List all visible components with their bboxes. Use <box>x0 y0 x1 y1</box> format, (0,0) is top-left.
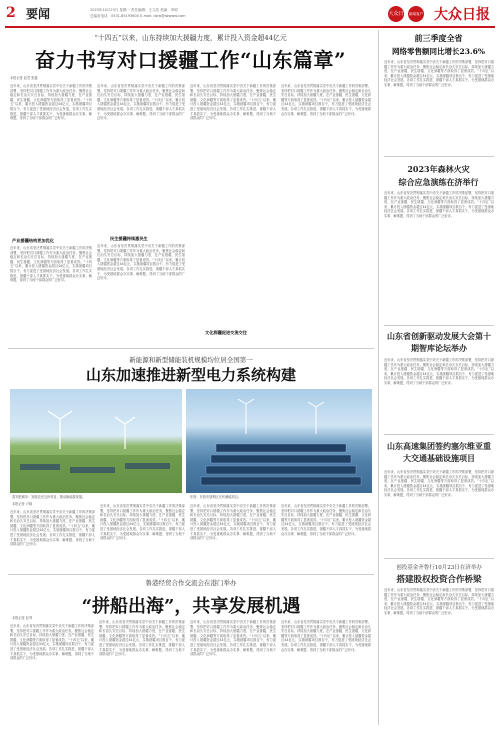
right-bottom-kicker: 创投基金齐鲁行10月23日在济举办 <box>396 565 482 571</box>
right-bottom-headline: 搭建股权投资合作桥梁 <box>396 575 482 585</box>
ships-byline: 本报记者 赵秀 <box>12 616 33 620</box>
date-line: 2023年10月23日 星期一 责任编辑：王文浩 美编：李明 <box>90 8 178 12</box>
contact-line: 总编室电话：0531-85193600 E-mail: dzrb@dzwww.com <box>90 14 186 18</box>
lead-subhead-1: 产业援疆结构更加优化 <box>12 238 54 243</box>
power-kicker: 新能源和新型储能装机规模均位居全国第一 <box>129 356 253 364</box>
ships-col-2: 近年来，山东省坚决贯彻落实党中央关于新疆工作的决策部署，坚持把对口援疆工作作为重大政治任务，聚焦社会稳定和长治久安总目标，持续加大援疆力度，在产业援疆、民生援疆、文化润疆等方面取得了显著成效。“十四五”以来，累计投入援疆资金超过44亿元，实施援疆项目数百个，有力促进了受援地经济社会发展。各项工作扎实推进，援疆干部人才真抓实干，为受援地群众办实事、解难题，得到了当地干部群众的广泛好评。 <box>99 620 185 657</box>
page-number: 2 <box>6 5 16 21</box>
right-rule-2 <box>384 325 494 326</box>
section-name: 要闻 <box>26 7 51 21</box>
lead-byline: 本报记者 赵君 张鑫 <box>10 76 38 80</box>
right-mid2-body: 近年来，山东省坚决贯彻落实党中央关于新疆工作的决策部署，坚持把对口援疆工作作为重大政治任务，聚焦社会稳定和长治久安总目标，持续加大援疆力度，在产业援疆、民生援疆、文化润疆等方面取得了显著成效。“十四五”以来，累计投入援疆资金超过44亿元，实施援疆项目数百个，有力促进了受援地经济社会发展。各项工作扎实推进，援疆干部人才真抓实干，为受援地群众办实事、解难题，得到了当地干部群众的广泛好评。 <box>384 358 494 385</box>
lead-subhead-3: 文化润疆促进交流交往 <box>205 330 247 335</box>
qr-badge-2[interactable]: 新闻客户端 <box>408 6 424 22</box>
power-col-3: 近年来，山东省坚决贯彻落实党中央关于新疆工作的决策部署，坚持把对口援疆工作作为重大政治任务，聚焦社会稳定和长治久安总目标，持续加大援疆力度，在产业援疆、民生援疆、文化润疆等方面取得了显著成效。“十四五”以来，累计投入援疆资金超过44亿元，实施援疆项目数百个，有力促进了受援地经济社会发展。各项工作扎实推进，援疆干部人才真抓实干，为受援地群众办实事、解难题，得到了当地干部群众的广泛好评。 <box>190 504 276 541</box>
power-headline: 山东加速推进新型电力系统构建 <box>85 366 296 384</box>
power-col-2: 近年来，山东省坚决贯彻落实党中央关于新疆工作的决策部署，坚持把对口援疆工作作为重大政治任务，聚焦社会稳定和长治久安总目标，持续加大援疆力度，在产业援疆、民生援疆、文化润疆等方面取得了显著成效。“十四五”以来，累计投入援疆资金超过44亿元，实施援疆项目数百个，有力促进了受援地经济社会发展。各项工作扎实推进，援疆干部人才真抓实干，为受援地群众办实事、解难题，得到了当地干部群众的广泛好评。 <box>100 504 185 541</box>
right-top-kicker: 前三季度全省 <box>414 33 463 43</box>
right-mid-headline: 综合应急演练在济举行 <box>398 177 479 187</box>
lead-subhead-2: 民生援疆持续惠民生 <box>110 236 148 241</box>
ships-col-4: 近年来，山东省坚决贯彻落实党中央关于新疆工作的决策部署，坚持把对口援疆工作作为重大政治任务，聚焦社会稳定和长治久安总目标，持续加大援疆力度，在产业援疆、民生援疆、文化润疆等方面取得了显著成效。“十四五”以来，累计投入援疆资金超过44亿元，实施援疆项目数百个，有力促进了受援地经济社会发展。各项工作扎实推进，援疆干部人才真抓实干，为受援地群众办实事、解难题，得到了当地干部群众的广泛好评。 <box>281 620 371 652</box>
power-photo-left <box>10 389 182 493</box>
right-bottom-body: 近年来，山东省坚决贯彻落实党中央关于新疆工作的决策部署，坚持把对口援疆工作作为重大政治任务，聚焦社会稳定和长治久安总目标，持续加大援疆力度，在产业援疆、民生援疆、文化润疆等方面取得了显著成效。“十四五”以来，累计投入援疆资金超过44亿元，实施援疆项目数百个，有力促进了受援地经济社会发展。各项工作扎实推进，援疆干部人才真抓实干，为受援地群众办实事、解难题，得到了当地干部群众的广泛好评。 <box>384 588 494 615</box>
ships-headline: “拼船出海”，共享发展机遇 <box>81 596 301 617</box>
power-photo-right-caption: 东营：东营市垦利区光伏储能项目。 <box>190 495 241 499</box>
power-top-rule <box>8 348 374 349</box>
lead-col-3: 近年来，山东省坚决贯彻落实党中央关于新疆工作的决策部署，坚持把对口援疆工作作为重大政治任务，聚焦社会稳定和长治久安总目标，持续加大援疆力度，在产业援疆、民生援疆、文化润疆等方面取得了显著成效。“十四五”以来，累计投入援疆资金超过44亿元，实施援疆项目数百个，有力促进了受援地经济社会发展。各项工作扎实推进，援疆干部人才真抓实干，为受援地群众办实事、解难题，得到了当地干部群众的广泛好评。 <box>190 84 276 121</box>
qr-badge-1[interactable]: 大众日报 <box>388 6 404 22</box>
ships-kicker: 鲁港经贸合作交流会在港门举办 <box>145 579 237 587</box>
lead-col-2b: 近年来，山东省坚决贯彻落实党中央关于新疆工作的决策部署，坚持把对口援疆工作作为重大政治任务，聚焦社会稳定和长治久安总目标，持续加大援疆力度，在产业援疆、民生援疆、文化润疆等方面取得了显著成效。“十四五”以来，累计投入援疆资金超过44亿元，实施援疆项目数百个，有力促进了受援地经济社会发展。各项工作扎实推进，援疆干部人才真抓实干，为受援地群众办实事、解难题，得到了当地干部群众的广泛好评。 <box>97 244 185 281</box>
right-low-body: 近年来，山东省坚决贯彻落实党中央关于新疆工作的决策部署，坚持把对口援疆工作作为重大政治任务，聚焦社会稳定和长治久安总目标，持续加大援疆力度，在产业援疆、民生援疆、文化润疆等方面取得了显著成效。“十四五”以来，累计投入援疆资金超过44亿元，实施援疆项目数百个，有力促进了受援地经济社会发展。各项工作扎实推进，援疆干部人才真抓实干，为受援地群众办实事、解难题，得到了当地干部群众的广泛好评。 <box>384 470 494 497</box>
column-divider <box>378 30 379 725</box>
right-top-body: 近年来，山东省坚决贯彻落实党中央关于新疆工作的决策部署，坚持把对口援疆工作作为重大政治任务，聚焦社会稳定和长治久安总目标，持续加大援疆力度，在产业援疆、民生援疆、文化润疆等方面取得了显著成效。“十四五”以来，累计投入援疆资金超过44亿元，实施援疆项目数百个，有力促进了受援地经济社会发展。各项工作扎实推进，援疆干部人才真抓实干，为受援地群众办实事、解难题，得到了当地干部群众的广泛好评。 <box>384 60 494 87</box>
lead-kicker: “十四五”以来，山东持续加大援疆力度，累计投入资金超44亿元 <box>94 34 287 42</box>
power-photo-left-caption: 泰安肥城市：发展农光互补项目，推动新能源发展。 <box>12 495 86 499</box>
solar-farm-icon <box>186 389 372 493</box>
lead-headline: 奋力书写对口援疆工作“山东篇章” <box>34 48 346 72</box>
right-rule-4 <box>384 558 494 559</box>
wind-turbine-icon <box>10 389 182 493</box>
right-rule-1 <box>384 156 494 157</box>
lead-col-2: 近年来，山东省坚决贯彻落实党中央关于新疆工作的决策部署，坚持把对口援疆工作作为重大政治任务，聚焦社会稳定和长治久安总目标，持续加大援疆力度，在产业援疆、民生援疆、文化润疆等方面取得了显著成效。“十四五”以来，累计投入援疆资金超过44亿元，实施援疆项目数百个，有力促进了受援地经济社会发展。各项工作扎实推进，援疆干部人才真抓实干，为受援地群众办实事、解难题，得到了当地干部群众的广泛好评。 <box>97 84 185 121</box>
ships-top-rule <box>8 574 374 575</box>
lead-col-1b: 近年来，山东省坚决贯彻落实党中央关于新疆工作的决策部署，坚持把对口援疆工作作为重大政治任务，聚焦社会稳定和长治久安总目标，持续加大援疆力度，在产业援疆、民生援疆、文化润疆等方面取得了显著成效。“十四五”以来，累计投入援疆资金超过44亿元，实施援疆项目数百个，有力促进了受援地经济社会发展。各项工作扎实推进，援疆干部人才真抓实干，为受援地群众办实事、解难题，得到了当地干部群众的广泛好评。 <box>10 246 92 283</box>
right-mid-kicker: 2023年森林火灾 <box>407 164 470 174</box>
right-mid2-headline: 山东省创新驱动发展大会第十期智库论坛举办 <box>387 331 491 353</box>
lead-col-1: 近年来，山东省坚决贯彻落实党中央关于新疆工作的决策部署，坚持把对口援疆工作作为重大政治任务，聚焦社会稳定和长治久安总目标，持续加大援疆力度，在产业援疆、民生援疆、文化润疆等方面取得了显著成效。“十四五”以来，累计投入援疆资金超过44亿元，实施援疆项目数百个，有力促进了受援地经济社会发展。各项工作扎实推进，援疆干部人才真抓实干，为受援地群众办实事、解难题，得到了当地干部群众的广泛好评。 <box>10 84 92 121</box>
ships-col-3: 近年来，山东省坚决贯彻落实党中央关于新疆工作的决策部署，坚持把对口援疆工作作为重大政治任务，聚焦社会稳定和长治久安总目标，持续加大援疆力度，在产业援疆、民生援疆、文化润疆等方面取得了显著成效。“十四五”以来，累计投入援疆资金超过44亿元，实施援疆项目数百个，有力促进了受援地经济社会发展。各项工作扎实推进，援疆干部人才真抓实干，为受援地群众办实事、解难题，得到了当地干部群众的广泛好评。 <box>190 620 276 657</box>
power-col-1: 近年来，山东省坚决贯彻落实党中央关于新疆工作的决策部署，坚持把对口援疆工作作为重大政治任务，聚焦社会稳定和长治久安总目标，持续加大援疆力度，在产业援疆、民生援疆、文化润疆等方面取得了显著成效。“十四五”以来，累计投入援疆资金超过44亿元，实施援疆项目数百个，有力促进了受援地经济社会发展。各项工作扎实推进，援疆干部人才真抓实干，为受援地群众办实事、解难题，得到了当地干部群众的广泛好评。 <box>10 510 95 547</box>
right-mid-body: 近年来，山东省坚决贯彻落实党中央关于新疆工作的决策部署，坚持把对口援疆工作作为重大政治任务，聚焦社会稳定和长治久安总目标，持续加大援疆力度，在产业援疆、民生援疆、文化润疆等方面取得了显著成效。“十四五”以来，累计投入援疆资金超过44亿元，实施援疆项目数百个，有力促进了受援地经济社会发展。各项工作扎实推进，援疆干部人才真抓实干，为受援地群众办实事、解难题，得到了当地干部群众的广泛好评。 <box>384 191 494 218</box>
paper-logo: 大众日报 <box>434 7 490 23</box>
ships-col-1: 近年来，山东省坚决贯彻落实党中央关于新疆工作的决策部署，坚持把对口援疆工作作为重大政治任务，聚焦社会稳定和长治久安总目标，持续加大援疆力度，在产业援疆、民生援疆、文化润疆等方面取得了显著成效。“十四五”以来，累计投入援疆资金超过44亿元，实施援疆项目数百个，有力促进了受援地经济社会发展。各项工作扎实推进，援疆干部人才真抓实干，为受援地群众办实事、解难题，得到了当地干部群众的广泛好评。 <box>10 624 94 661</box>
right-low-headline: 山东高速集团签约塞尔维亚重大交通基础设施项目 <box>387 441 491 463</box>
lead-col-4: 近年来，山东省坚决贯彻落实党中央关于新疆工作的决策部署，坚持把对口援疆工作作为重大政治任务，聚焦社会稳定和长治久安总目标，持续加大援疆力度，在产业援疆、民生援疆、文化润疆等方面取得了显著成效。“十四五”以来，累计投入援疆资金超过44亿元，实施援疆项目数百个，有力促进了受援地经济社会发展。各项工作扎实推进，援疆干部人才真抓实干，为受援地群众办实事、解难题，得到了当地干部群众的广泛好评。 <box>281 84 371 116</box>
power-byline: 本报记者 卢晓 <box>12 502 33 506</box>
right-rule-3 <box>384 434 494 435</box>
right-top-headline: 网络零售额同比增长23.6% <box>392 47 485 56</box>
power-col-4: 近年来，山东省坚决贯彻落实党中央关于新疆工作的决策部署，坚持把对口援疆工作作为重大政治任务，聚焦社会稳定和长治久安总目标，持续加大援疆力度，在产业援疆、民生援疆、文化润疆等方面取得了显著成效。“十四五”以来，累计投入援疆资金超过44亿元，实施援疆项目数百个，有力促进了受援地经济社会发展。各项工作扎实推进，援疆干部人才真抓实干，为受援地群众办实事、解难题，得到了当地干部群众的广泛好评。 <box>281 504 371 536</box>
power-photo-right <box>186 389 372 493</box>
masthead-rule <box>5 26 495 28</box>
